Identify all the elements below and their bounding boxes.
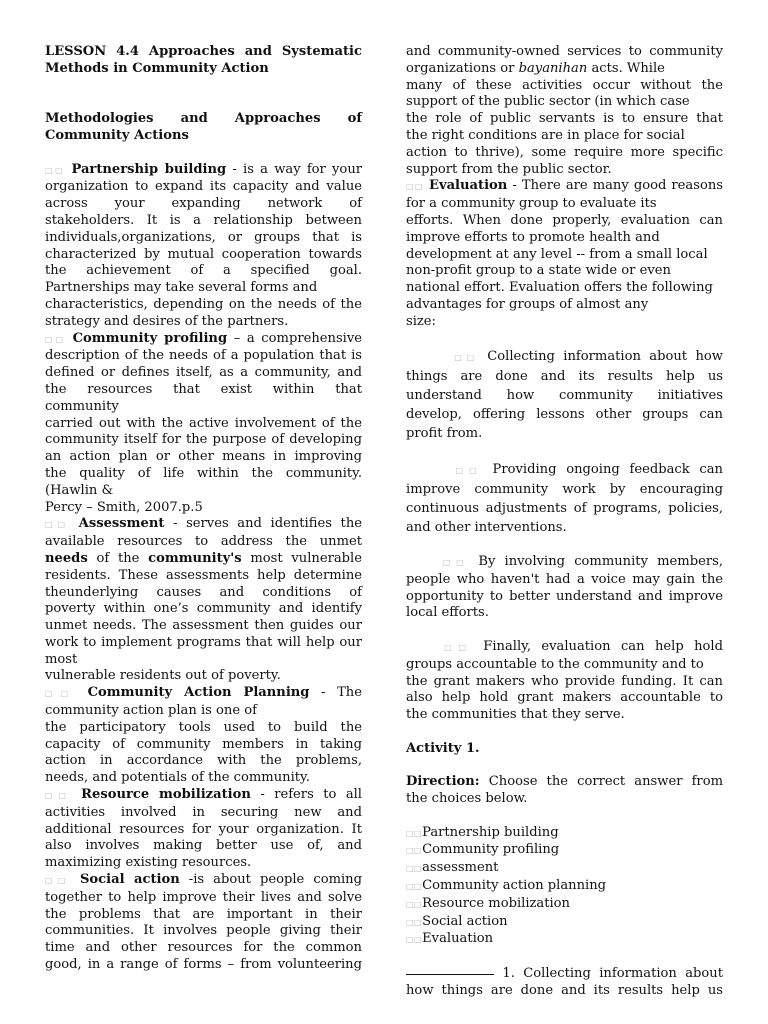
paragraph-assessment: □□ Assessment - serves and identifies the available resources to address the unmet needs of the community's most vulnerable residents. These assessments help determine theunderlying causes and conditions of poverty within one’s community and identify unmet needs. The assessment then guides our work to implement programs that will help our most vulnerable residents out of poverty.	[45, 516, 362, 684]
checkbox-icon: □□	[406, 917, 423, 927]
bullet-box-icon: □□	[450, 466, 483, 476]
left-column	[45, 44, 362, 974]
advantage-item-1: □□ Collecting information about how things are done and its results help us understand how community initiatives develop, offering lessons other groups can profit from.	[406, 349, 723, 442]
checkbox-icon: □□	[406, 864, 423, 874]
paragraph-partnership-building: □□ Partnership building - is a way for your organization to expand its capacity and value across your expanding network of stakeholders. It is a relationship between individuals,organizations, or groups that is characterized by mutual cooperation towards the achievement of a specified goal. Partnerships may take several forms and characteristics, depending on the needs of the strategy and desires of the partners.	[45, 161, 363, 329]
activity-direction: Direction: Choose the correct answer from the choices below.	[406, 774, 723, 807]
question-1: 1. Collecting information about how things are done and its results help us	[406, 966, 723, 998]
checkbox-icon: □□	[406, 935, 423, 945]
section-heading-line-2: Community Actions	[45, 127, 189, 143]
choice-item: □□Social action	[406, 913, 508, 929]
choice-item: □□Community action planning	[406, 878, 607, 894]
choice-item: □□Partnership building	[406, 824, 559, 840]
lesson-title-line-1: LESSON 4.4 Approaches and Systematic	[45, 44, 362, 59]
paragraph-social-action: □□ Social action -is about people coming together to help improve their lives and solve the problems that are important in their communities. It involves people giving their time and other resources for the common good, in a range of forms – from volunteering	[45, 872, 362, 973]
bullet-box-icon: □□	[406, 182, 424, 192]
bullet-box-icon: □□	[450, 353, 479, 363]
checkbox-icon: □□	[406, 828, 423, 838]
checkbox-icon: □□	[406, 846, 423, 856]
paragraph-evaluation: □□ Evaluation - There are many good reasons for a community group to evaluate its efforts. When done properly, evaluation can improve efforts to promote health and development at any level -- from a small local non-profit group to a state wide or even national effort. Evaluation offers the following advantages for groups of almost any size:	[406, 178, 723, 329]
paragraph-community-action-planning: □□ Community Action Planning - The community action plan is one of the participatory tools used to build the capacity of community members in taking action in accordance with the problems, needs, and potentials of the community.	[45, 685, 362, 786]
checkbox-icon: □□	[406, 882, 423, 892]
choice-item: □□Community profiling	[406, 842, 560, 858]
right-column	[406, 44, 723, 1000]
choices-list	[406, 825, 723, 950]
bullet-box-icon: □□	[45, 876, 71, 886]
section-heading-line-1: Methodologies and Approaches of	[45, 111, 362, 127]
lesson-title-line-2: Methods in Community Action	[45, 60, 269, 76]
paragraph-resource-mobilization: □□ Resource mobilization - refers to all activities involved in securing new and additional resources for your organization. It also involves making better use of, and maximizing existing resources.	[45, 787, 362, 871]
advantage-item-4: □□ Finally, evaluation can help hold groups accountable to the community and to the grant makers who provide funding. It can also help hold grant makers accountable to the communities that they serve.	[406, 638, 723, 723]
choice-item: □□Resource mobilization	[406, 895, 570, 911]
paragraph-social-action-continued: and community-owned services to community organizations or bayanihan acts. While many of these activities occur without the support of the public sector (in which case the role of public servants is to ensure that the right conditions are in place for social action to thrive), some require more specific support from the public sector.	[406, 44, 723, 177]
advantage-item-2: □□ Providing ongoing feedback can improve community work by encouraging continuous adjustments of programs, policies, and other interventions.	[406, 462, 723, 536]
advantage-item-3: □□ By involving community members, people who haven't had a voice may gain the opportunity to better understand and improve local efforts.	[406, 553, 723, 621]
bullet-box-icon: □□	[45, 520, 71, 530]
bullet-box-icon: □□	[438, 557, 470, 567]
bullet-box-icon: □□	[45, 165, 66, 175]
choice-item: □□Evaluation	[406, 931, 494, 947]
checkbox-icon: □□	[406, 899, 423, 909]
bullet-box-icon: □□	[45, 334, 67, 344]
bullet-box-icon: □□	[45, 689, 76, 699]
bullet-box-icon: □□	[438, 642, 473, 652]
answer-blank[interactable]	[406, 974, 494, 975]
activity-title: Activity 1.	[406, 740, 480, 756]
paragraph-community-profiling: □□ Community profiling – a comprehensive description of the needs of a population that is defined or defines itself, as a community, and the resources that exist within that community carried out with the active involvement of the community itself for the purpose of developing an action plan or other means in improving the quality of life within the community. (Hawlin & Percy – Smith, 2007.p.5	[45, 330, 363, 515]
choice-item: □□assessment	[406, 860, 499, 876]
bullet-box-icon: □□	[45, 791, 72, 801]
